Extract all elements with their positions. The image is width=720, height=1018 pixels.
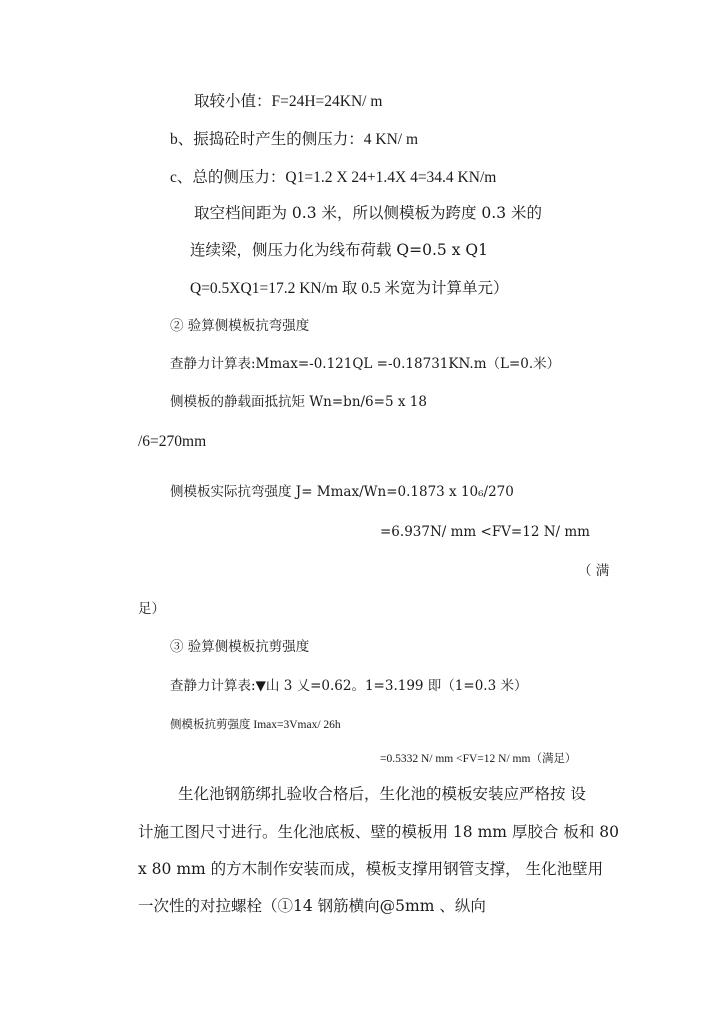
text-line-11: 侧模板实际抗弯强度 J= Mmax/Wn=0.1873 x 10₆/270 xyxy=(170,484,514,500)
text-line-8: 查静力计算表:Mmax=-0.121QL =-0.18731KN.m（L=0.米） xyxy=(170,356,561,372)
text-line-14: 足） xyxy=(138,601,165,617)
paragraph-line-4: 一次性的对拉螺栓（①14 钢筋横向@5mm 、纵向 xyxy=(138,897,486,915)
text-line-6: Q=0.5XQ1=17.2 KN/m 取 0.5 米宽为计算单元） xyxy=(190,280,509,297)
text-line-3: c、总的侧压力：Q1=1.2 X 24+1.4X 4=34.4 KN/m xyxy=(170,169,497,186)
paragraph-line-2: 计施工图尺寸进行。生化池底板、壁的模板用 18 mm 厚胶合 板和 80 xyxy=(138,823,619,841)
section-heading-bending: ② 验算侧模板抗弯强度 xyxy=(170,318,310,334)
text-line-12: =6.937N/ mm <FV=12 N/ mm xyxy=(380,524,590,540)
section-heading-shear: ③ 验算侧模板抗剪强度 xyxy=(170,639,310,655)
text-line-4: 取空档间距为 0.3 米，所以侧模板为跨度 0.3 米的 xyxy=(194,204,543,222)
text-line-5: 连续梁，侧压力化为线布荷载 Q=0.5 x Q1 xyxy=(190,241,488,259)
text-line-10: /6=270mm xyxy=(138,433,207,450)
text-line-17: 侧模板抗剪强度 Imax=3Vmax/ 26h xyxy=(170,719,341,731)
text-line-2: b、振捣砼时产生的侧压力：4 KN/ m xyxy=(170,131,419,148)
text-line-16: 查静力计算表:▼山 3 乂=0.62。1=3.199 即（1=0.3 米） xyxy=(170,678,528,694)
text-line-1: 取较小值：F=24H=24KN/ m xyxy=(194,93,383,110)
text-line-18: =0.5332 N/ mm <FV=12 N/ mm（满足） xyxy=(380,753,577,765)
text-line-9: 侧模板的静载面抵抗矩 Wn=bn/6=5 x 18 xyxy=(170,394,427,410)
text-line-13: （ 满 xyxy=(578,563,610,579)
paragraph-line-1: 生化池钢筋绑扎验收合格后，生化池的模板安装应严格按 设 xyxy=(178,785,586,803)
paragraph-line-3: x 80 mm 的方木制作安装而成，模板支撑用钢管支撑， 生化池壁用 xyxy=(138,860,604,878)
